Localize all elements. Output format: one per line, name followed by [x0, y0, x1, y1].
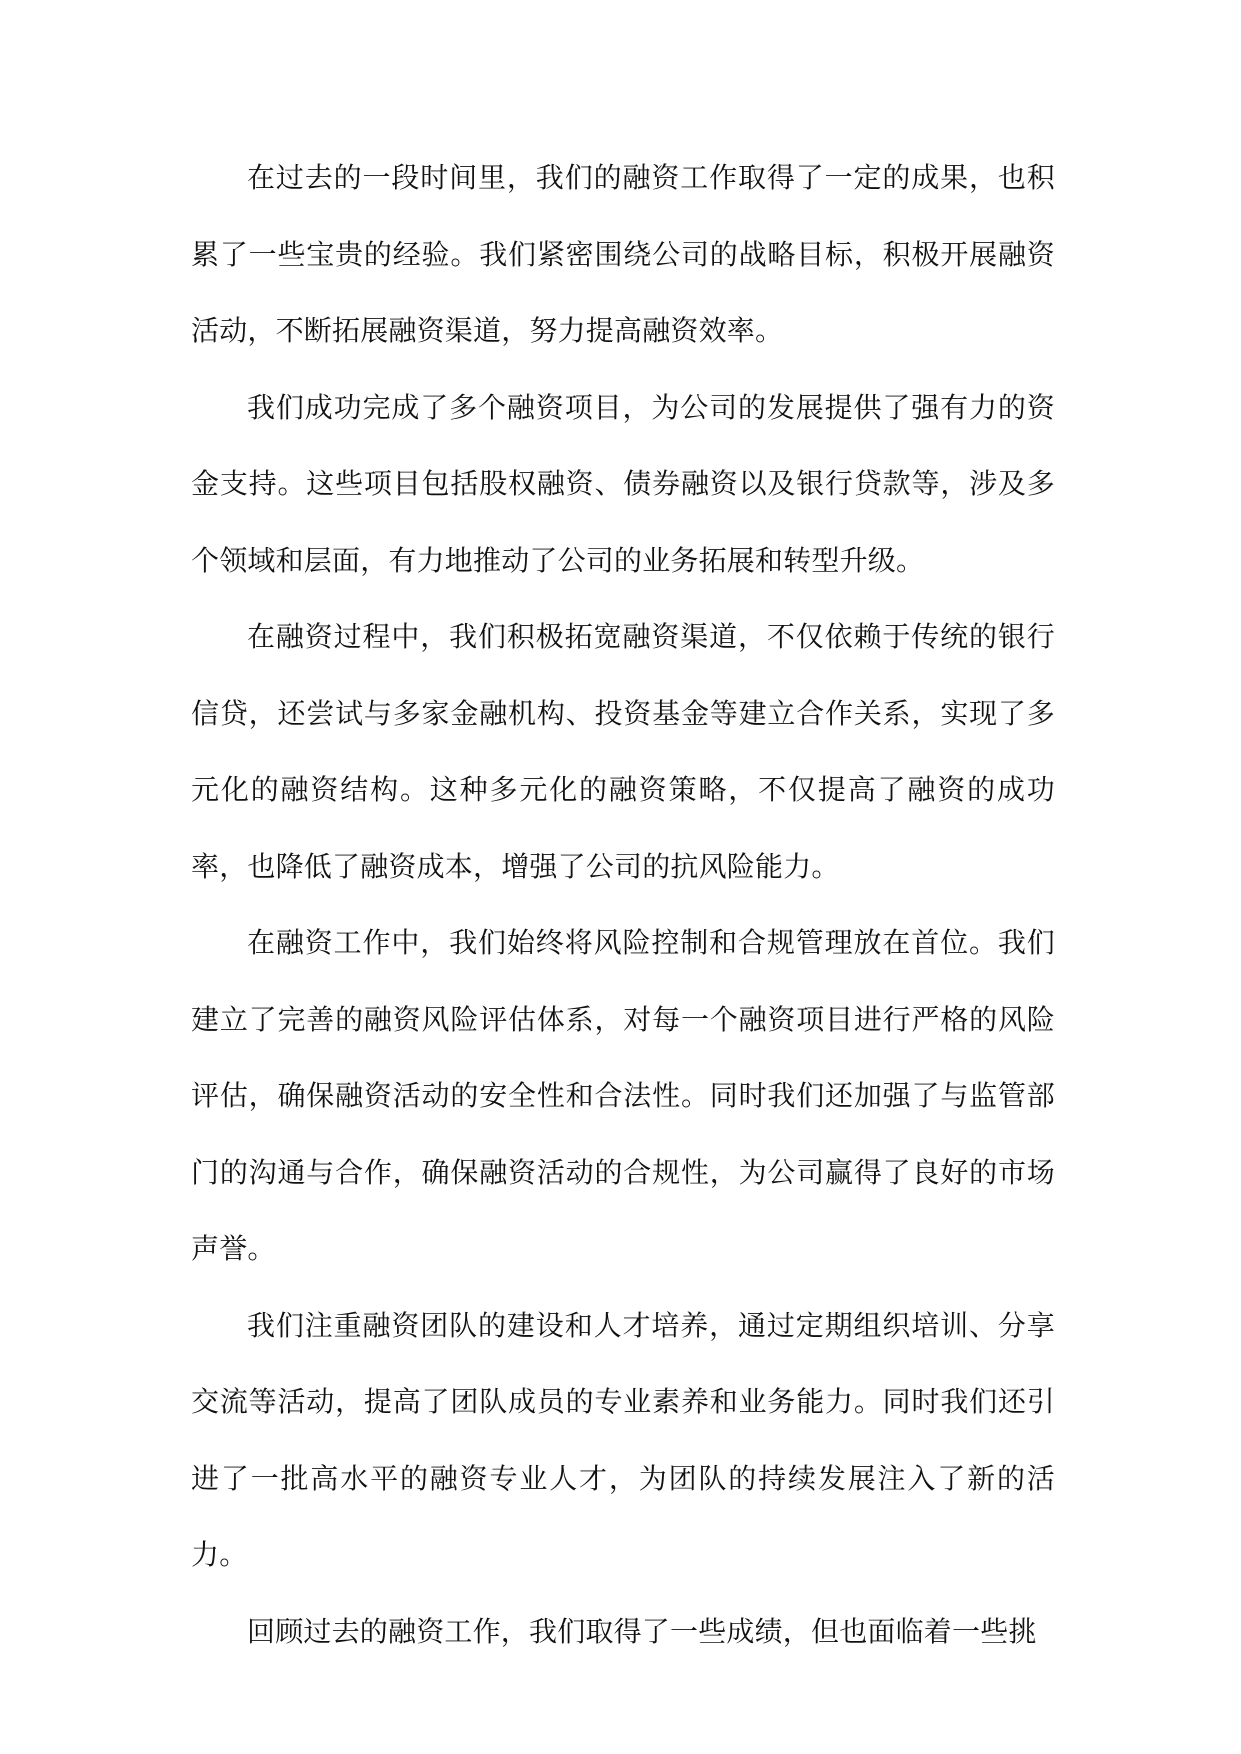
paragraph-3: 在融资过程中，我们积极拓宽融资渠道，不仅依赖于传统的银行信贷，还尝试与多家金融机构、投资基金等建立合作关系，实现了多元化的融资结构。这种多元化的融资策略，不仅提高了融资的成功率，也降低了融资成本，增强了公司的抗风险能力。 — [191, 620, 1055, 883]
paragraph-5: 我们注重融资团队的建设和人才培养，通过定期组织培训、分享交流等活动，提高了团队成员的专业素养和业务能力。同时我们还引进了一批高水平的融资专业人才，为团队的持续发展注入了新的活力。 — [191, 1308, 1055, 1571]
paragraph-6: 回顾过去的融资工作，我们取得了一些成绩，但也面临着一些挑 — [247, 1614, 1037, 1648]
paragraph-1: 在过去的一段时间里，我们的融资工作取得了一定的成果，也积累了一些宝贵的经验。我们紧密围绕公司的战略目标，积极开展融资活动，不断拓展融资渠道，努力提高融资效率。 — [191, 161, 1055, 347]
document-body — [191, 140, 1055, 1670]
paragraph-2: 我们成功完成了多个融资项目，为公司的发展提供了强有力的资金支持。这些项目包括股权融资、债券融资以及银行贷款等，涉及多个领域和层面，有力地推动了公司的业务拓展和转型升级。 — [191, 390, 1055, 577]
paragraph-4: 在融资工作中，我们始终将风险控制和合规管理放在首位。我们建立了完善的融资风险评估体系，对每一个融资项目进行严格的风险评估，确保融资活动的安全性和合法性。同时我们还加强了与监管部门的沟通与合作，确保融资活动的合规性，为公司赢得了良好的市场声誉。 — [191, 926, 1055, 1265]
